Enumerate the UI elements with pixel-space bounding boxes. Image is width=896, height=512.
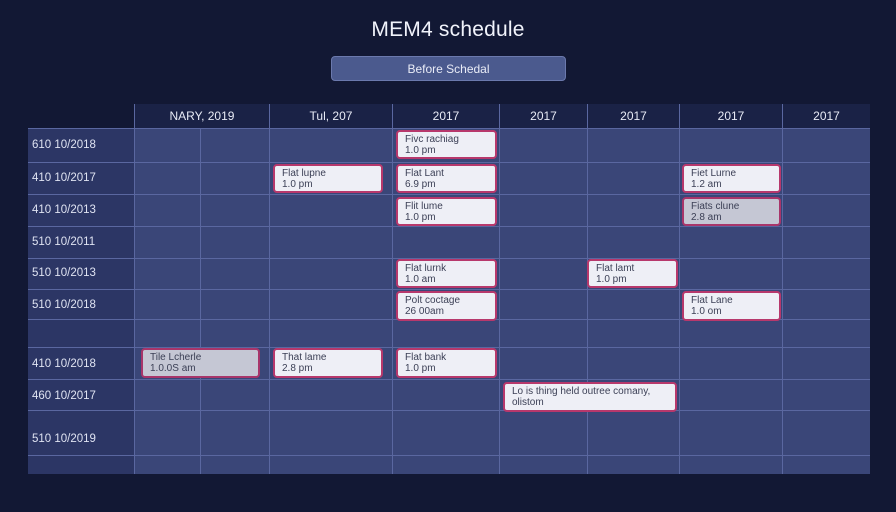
- grid-line: [200, 128, 201, 474]
- event-title: Flat lupne: [282, 168, 326, 179]
- column-header-row: [134, 104, 870, 129]
- grid-line: [28, 128, 870, 129]
- event-title: Flat Lant: [405, 168, 444, 179]
- event-time: 1.0 pm: [596, 274, 627, 285]
- event-time: 1.0 am: [405, 274, 436, 285]
- grid-line: [28, 162, 870, 163]
- row-label: 460 10/2017: [32, 390, 96, 402]
- column-header[interactable]: 2017: [679, 104, 782, 128]
- row-label: 510 10/2013: [32, 267, 96, 279]
- event-time: 1.0 pm: [405, 212, 436, 223]
- event-time: olistom: [512, 397, 544, 408]
- schedule-grid: [28, 104, 870, 474]
- column-header[interactable]: Tul, 207: [269, 104, 392, 128]
- event-time: 6.9 pm: [405, 179, 436, 190]
- event-time: 1.0 pm: [282, 179, 313, 190]
- grid-line: [587, 104, 588, 474]
- event-block[interactable]: [396, 197, 497, 226]
- event-block[interactable]: [396, 291, 497, 321]
- event-block[interactable]: [503, 382, 677, 412]
- event-block[interactable]: [682, 291, 781, 321]
- event-block[interactable]: [141, 348, 260, 378]
- event-time: 2.8 am: [691, 212, 722, 223]
- event-block[interactable]: [396, 130, 497, 159]
- grid-line: [499, 104, 500, 474]
- grid-line: [679, 104, 680, 474]
- event-title: Flat lamt: [596, 263, 635, 274]
- event-title: Tile Lcherle: [150, 352, 202, 363]
- column-header[interactable]: 2017: [392, 104, 499, 128]
- event-block[interactable]: [396, 164, 497, 193]
- event-title: Flat Lane: [691, 295, 733, 306]
- event-title: Fivc rachiag: [405, 134, 459, 145]
- event-block[interactable]: [682, 197, 781, 226]
- event-title: Flat bank: [405, 352, 447, 363]
- event-block[interactable]: [396, 259, 497, 288]
- event-time: 1.0 pm: [405, 145, 436, 156]
- grid-line: [28, 410, 870, 411]
- row-label: 410 10/2013: [32, 204, 96, 216]
- row-label: 610 10/2018: [32, 139, 96, 151]
- grid-line: [782, 104, 783, 474]
- grid-line: [269, 104, 270, 474]
- event-time: 26 00am: [405, 306, 444, 317]
- page-title: MEM4 schedule: [371, 18, 525, 41]
- row-label: 410 10/2017: [32, 172, 96, 184]
- event-time: 1.0 om: [691, 306, 722, 317]
- event-block[interactable]: [587, 259, 678, 288]
- event-title: Lo is thing held outree comany,: [512, 386, 651, 397]
- row-label: 410 10/2018: [32, 358, 96, 370]
- event-time: 1.0 pm: [405, 363, 436, 374]
- row-label: 510 10/2019: [32, 433, 96, 445]
- event-title: Fiats clune: [691, 201, 740, 212]
- column-header[interactable]: NARY, 2019: [134, 104, 269, 128]
- event-time: 1.2 am: [691, 179, 722, 190]
- event-block[interactable]: [396, 348, 497, 378]
- grid-line: [28, 226, 870, 227]
- column-header[interactable]: 2017: [499, 104, 587, 128]
- event-title: Flat lurnk: [405, 263, 447, 274]
- event-title: Flit lume: [405, 201, 443, 212]
- column-header[interactable]: 2017: [782, 104, 870, 128]
- grid-line: [28, 289, 870, 290]
- event-title: That lame: [282, 352, 327, 363]
- row-label: 510 10/2018: [32, 299, 96, 311]
- grid-line: [28, 455, 870, 456]
- event-time: 2.8 pm: [282, 363, 313, 374]
- row-label: 510 10/2011: [32, 236, 96, 248]
- event-title: Fiet Lurne: [691, 168, 737, 179]
- before-schedule-button[interactable]: Before Schedal: [331, 56, 566, 81]
- column-header[interactable]: 2017: [587, 104, 679, 128]
- event-block[interactable]: [273, 164, 383, 193]
- grid-line: [392, 104, 393, 474]
- grid-line: [28, 194, 870, 195]
- event-block[interactable]: [682, 164, 781, 193]
- grid-line: [134, 104, 135, 474]
- event-time: 1.0.0S am: [150, 363, 196, 374]
- event-title: Polt coctage: [405, 295, 461, 306]
- grid-line: [28, 379, 870, 380]
- event-block[interactable]: [273, 348, 383, 378]
